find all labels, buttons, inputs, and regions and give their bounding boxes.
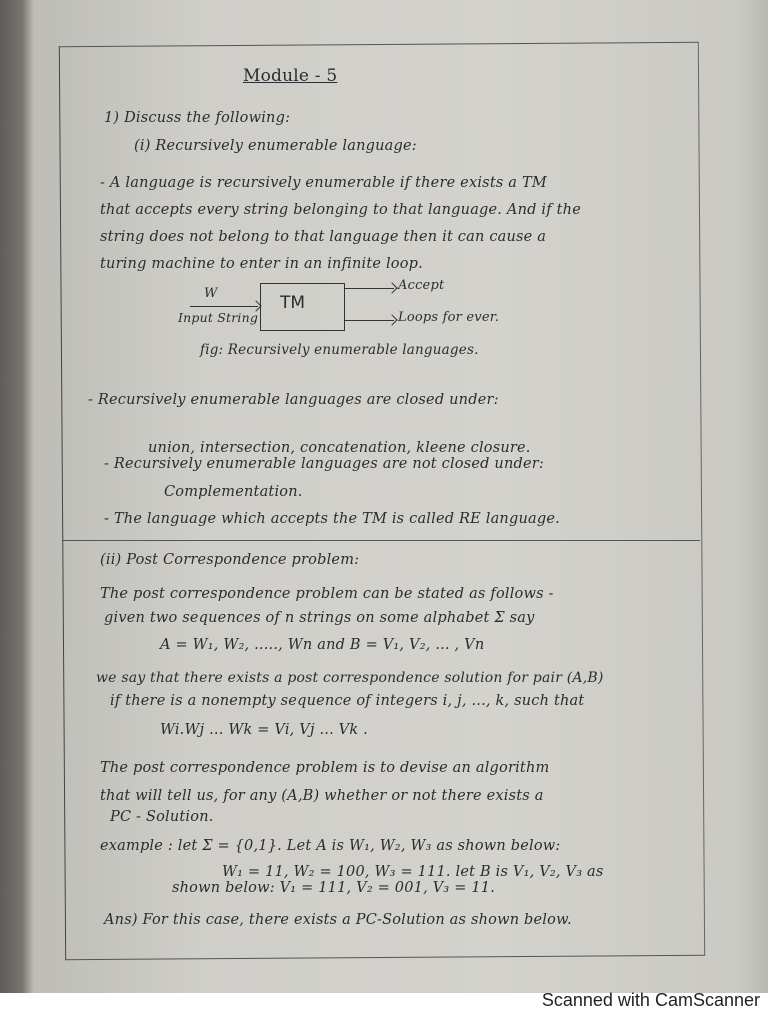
section-divider [62,540,700,541]
text-line: we say that there exists a post correspondence solution for pair (A,B) [96,670,604,686]
input-arrow [190,306,258,307]
text-line: The post correspondence problem is to devise an algorithm [100,760,550,776]
text-line: PC - Solution. [110,809,214,825]
loop-arrow [344,320,394,321]
camscanner-watermark: Scanned with CamScanner [541,990,760,1010]
text-line: that will tell us, for any (A,B) whether or not there exists a [100,788,544,804]
text-line: that accepts every string belonging to that language. And if the [100,202,581,218]
text-line: shown below: V₁ = 111, V₂ = 001, V₃ = 11. [172,880,496,896]
text-line: Wi.Wj ... Wk = Vi, Vj ... Vk . [160,722,368,738]
input-symbol: W [204,286,218,301]
accept-arrow [344,288,394,289]
text-line: - Recursively enumerable languages are closed under: [88,392,499,408]
text-line: - Recursively enumerable languages are not closed under: [104,456,544,472]
input-label: Input String [178,310,259,325]
text-line: given two sequences of n strings on some alphabet Σ say [104,610,535,626]
text-line: - The language which accepts the TM is called RE language. [104,511,560,527]
tm-label: TM [280,293,306,313]
loop-label: Loops for ever. [398,310,500,325]
page-title: Module - 5 [243,66,338,86]
text-line: example : let Σ = {0,1}. Let A is W₁, W₂, W₃ as shown below: [100,838,561,854]
figure-caption: fig: Recursively enumerable languages. [200,342,479,358]
text-line: The post correspondence problem can be stated as follows - [100,586,554,602]
text-line: Complementation. [164,484,303,500]
text-line: - A language is recursively enumerable if there exists a TM [100,175,547,191]
text-line: string does not belong to that language then it can cause a [100,229,547,245]
accept-label: Accept [398,278,445,293]
text-line: W₁ = 11, W₂ = 100, W₃ = 111. let B is V₁, V₂, V₃ as [222,864,604,880]
section-heading: (i) Recursively enumerable language: [134,138,417,154]
text-line: union, intersection, concatenation, kleene closure. [148,440,531,456]
text-line: if there is a nonempty sequence of integers i, j, ..., k, such that [110,693,585,709]
text-line: Ans) For this case, there exists a PC-Solution as shown below. [104,912,572,928]
text-line: turing machine to enter in an infinite loop. [100,256,423,272]
section-heading: (ii) Post Correspondence problem: [100,552,360,568]
text-line: A = W₁, W₂, ....., Wn and B = V₁, V₂, ... , Vn [160,637,485,653]
question-heading: 1) Discuss the following: [104,110,291,126]
